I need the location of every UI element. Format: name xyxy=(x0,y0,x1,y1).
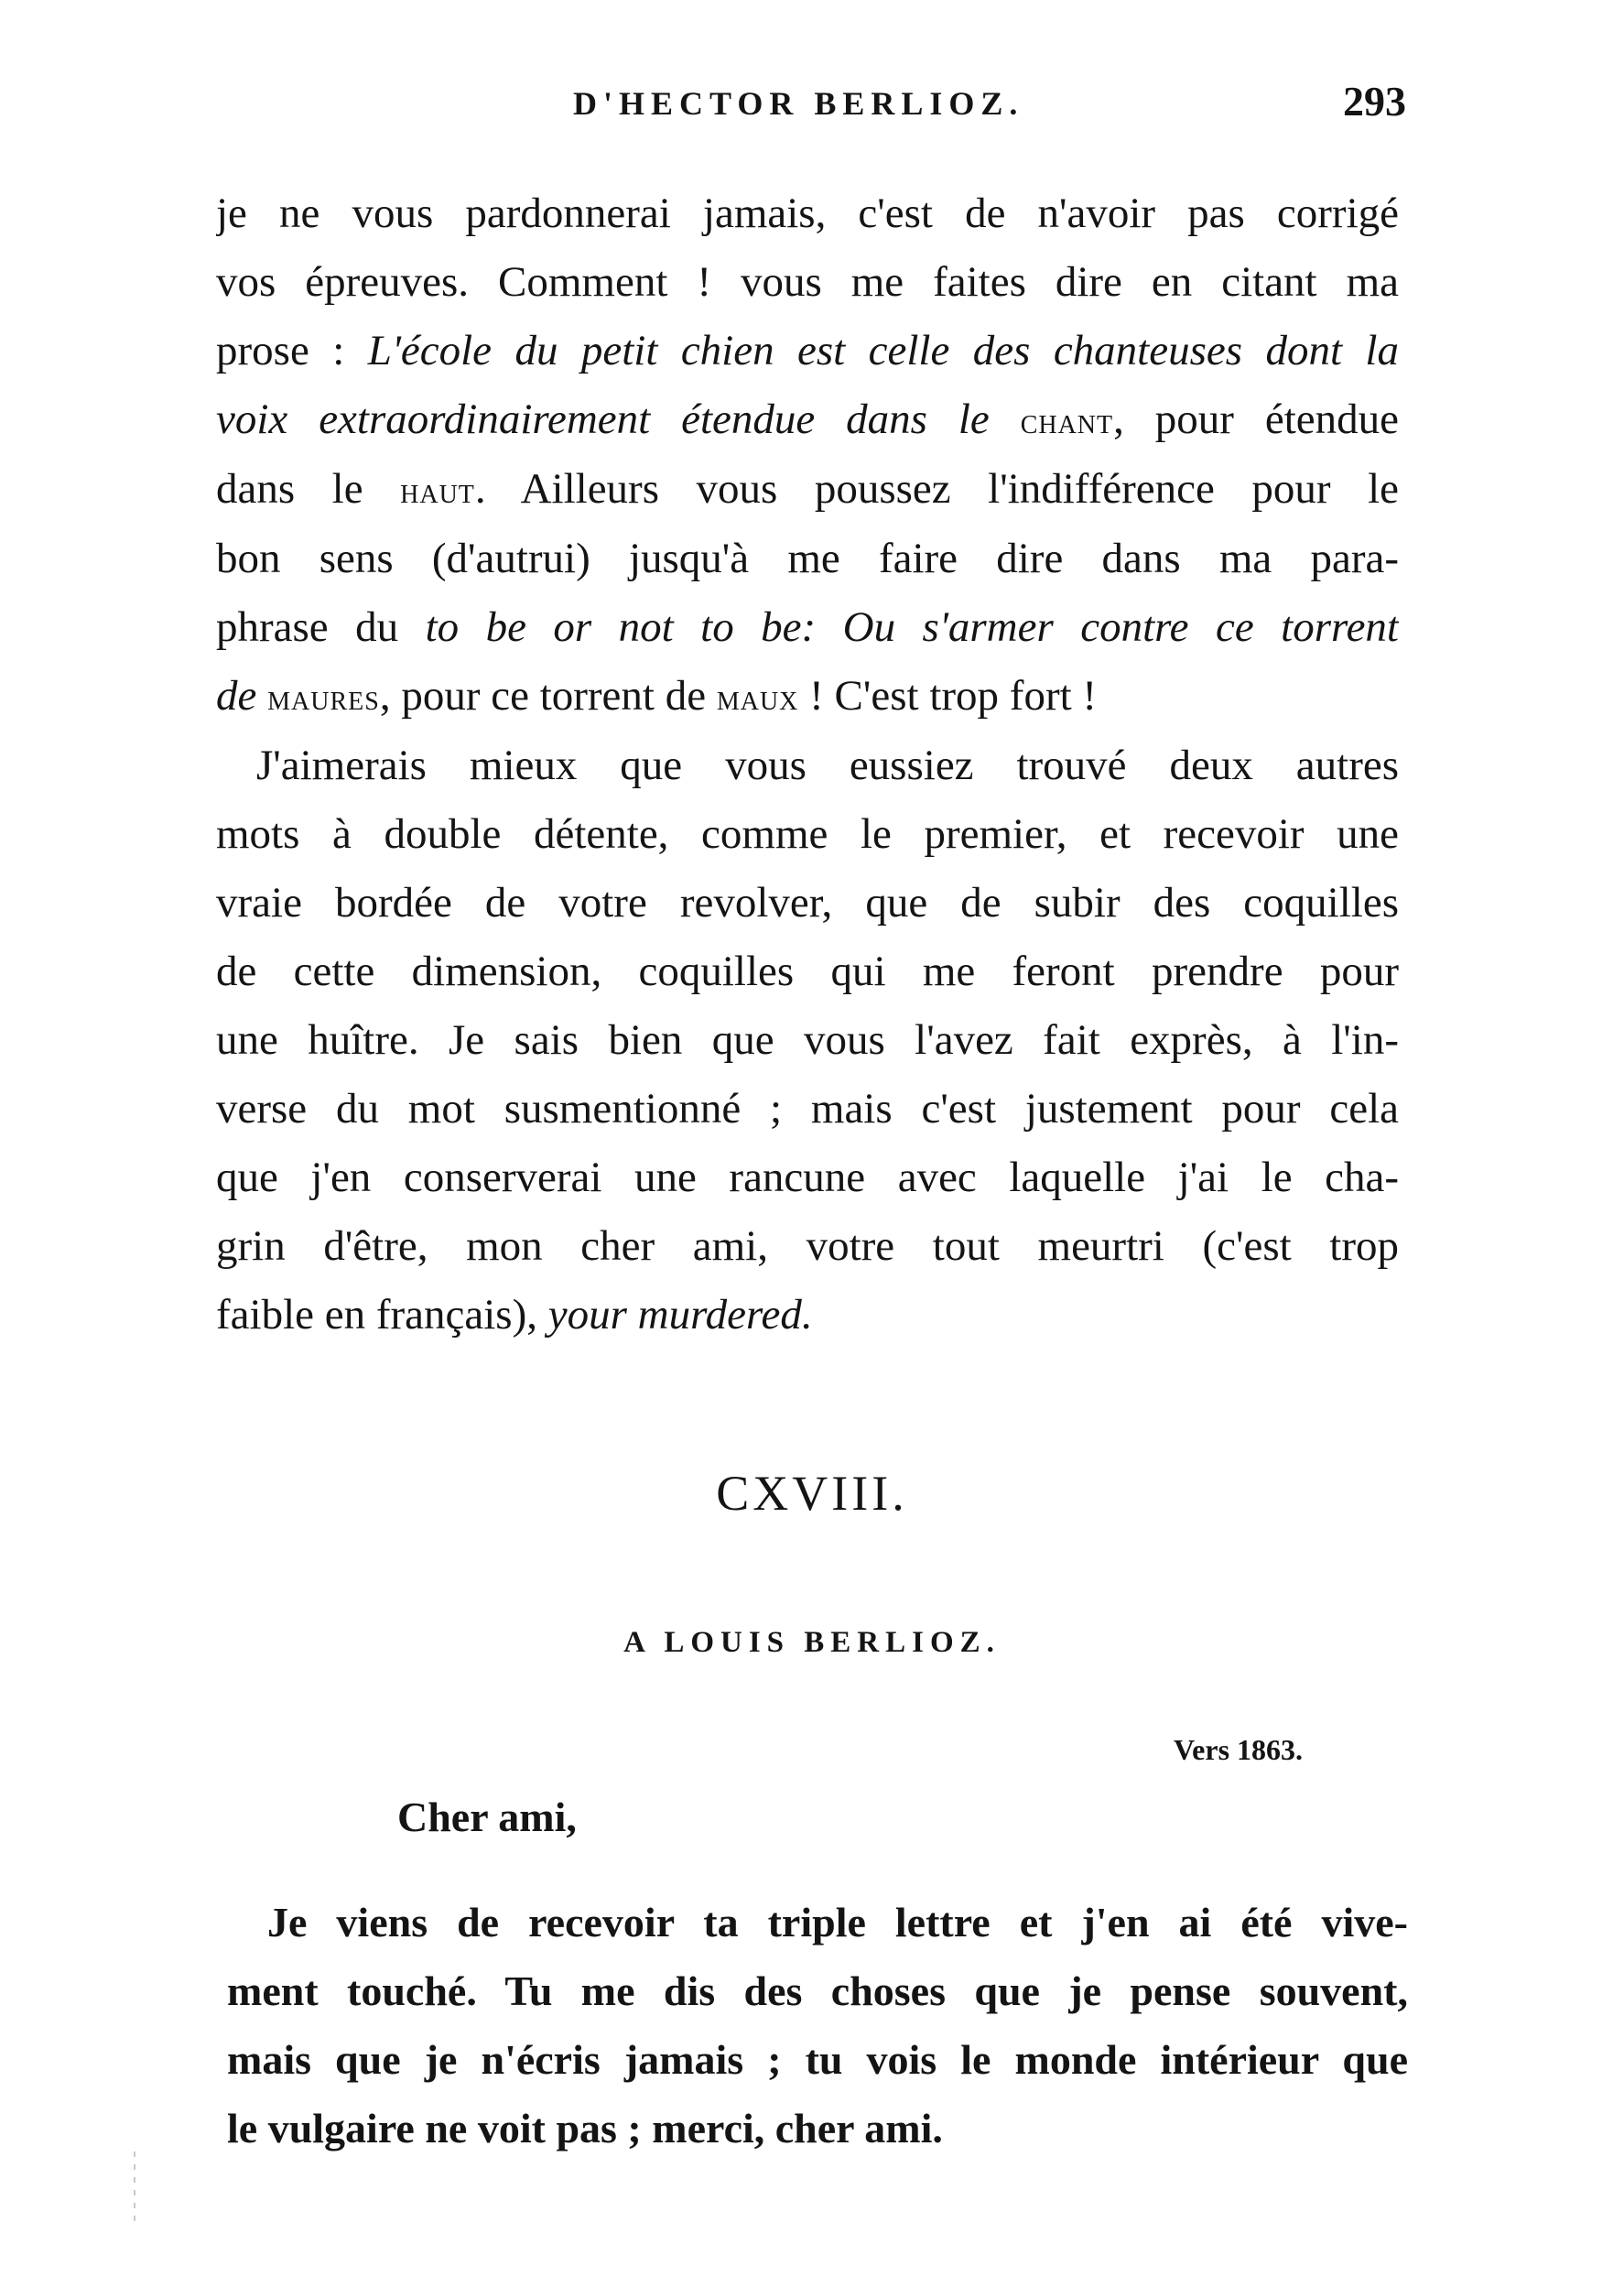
letter-number-heading: CXVIII. xyxy=(716,1466,908,1521)
letter-recipient: A LOUIS BERLIOZ. xyxy=(623,1626,1001,1659)
text-line: verse du mot susmentionné ; mais c'est justement pour cela xyxy=(216,1085,1399,1133)
text-line: vraie bordée de votre revolver, que de subir des coquilles xyxy=(216,879,1399,927)
text-line: je ne vous pardonnerai jamais, c'est de n'avoir pas corrigé xyxy=(216,190,1399,237)
text-block-continued-letter xyxy=(216,179,1399,1349)
text-line: grin d'être, mon cher ami, votre tout meurtri (c'est trop xyxy=(216,1222,1399,1270)
text-line: prose : L'école du petit chien est celle des chanteuses dont la xyxy=(216,327,1399,374)
scan-margin-mark xyxy=(134,2152,135,2223)
text-line: voix extraordinairement étendue dans le chant, pour étendue xyxy=(216,396,1399,443)
text-line: de maures, pour ce torrent de maux ! C'est trop fort ! xyxy=(216,672,1098,720)
text-line: mais que je n'écris jamais ; tu vois le monde intérieur que xyxy=(227,2036,1408,2083)
letter-salutation: Cher ami, xyxy=(397,1794,577,1840)
page-number: 293 xyxy=(1343,78,1406,125)
letter-date: Vers 1863. xyxy=(1174,1733,1304,1766)
text-line: que j'en conserverai une rancune avec laquelle j'ai le cha- xyxy=(216,1154,1399,1201)
text-line: mots à double détente, comme le premier, et recevoir une xyxy=(216,810,1399,858)
text-line: de cette dimension, coquilles qui me feront prendre pour xyxy=(216,948,1399,995)
running-title: D'HECTOR BERLIOZ. xyxy=(573,85,1024,122)
text-line: Je viens de recevoir ta triple lettre et j'en ai été vive- xyxy=(267,1899,1408,1946)
text-line: faible en français), your murdered. xyxy=(216,1291,813,1339)
text-block-new-letter xyxy=(227,1888,1408,2162)
text-line: dans le haut. Ailleurs vous poussez l'indifférence pour le xyxy=(216,465,1399,513)
running-header xyxy=(216,78,1406,139)
text-line: phrase du to be or not to be: Ou s'armer contre ce torrent xyxy=(216,603,1399,651)
text-line: bon sens (d'autrui) jusqu'à me faire dire dans ma para- xyxy=(216,535,1399,582)
text-line: ment touché. Tu me dis des choses que je pense souvent, xyxy=(227,1967,1408,2014)
text-line: vos épreuves. Comment ! vous me faites dire en citant ma xyxy=(216,258,1399,306)
text-line: une huître. Je sais bien que vous l'avez fait exprès, à l'in- xyxy=(216,1016,1399,1064)
text-line: le vulgaire ne voit pas ; merci, cher ami. xyxy=(227,2105,943,2152)
text-line: J'aimerais mieux que vous eussiez trouvé deux autres xyxy=(256,742,1399,789)
